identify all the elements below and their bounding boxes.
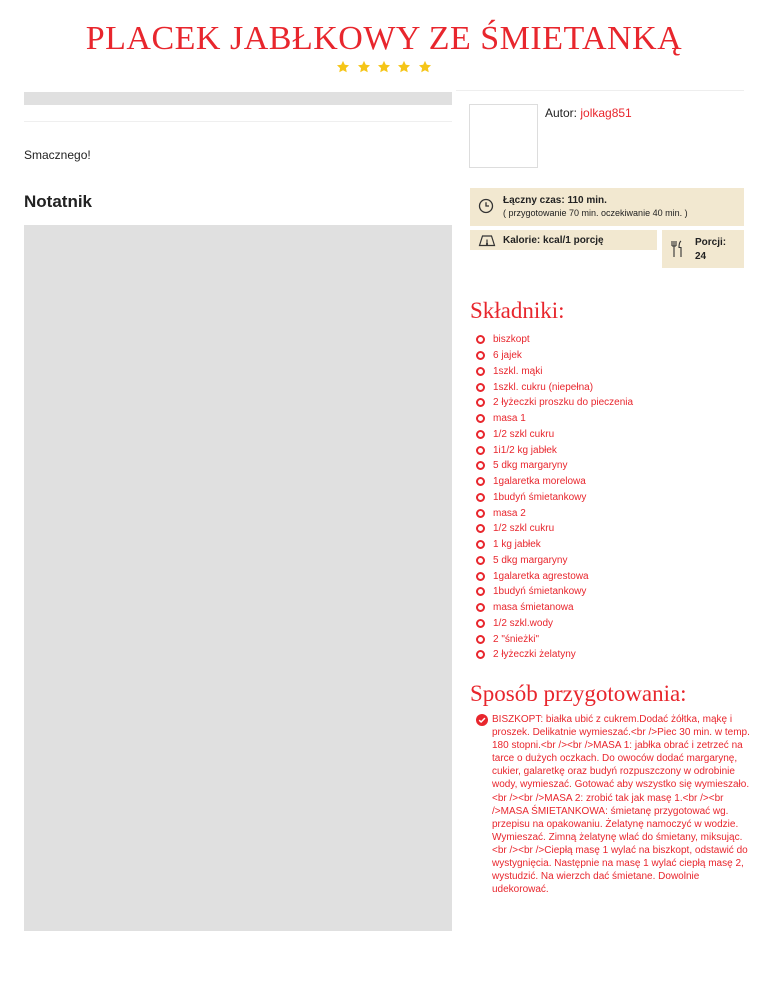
star-icon[interactable] <box>336 60 350 79</box>
bullet-icon <box>476 650 485 659</box>
ingredient-item <box>476 442 633 458</box>
ingredient-item <box>476 348 633 364</box>
bullet-icon <box>476 335 485 344</box>
divider <box>456 90 744 91</box>
recipe-title: PLACEK JABŁKOWY ZE ŚMIETANKĄ <box>85 20 683 57</box>
ingredient-item <box>476 568 633 584</box>
ingredient-text: 2 "śnieżki" <box>493 633 540 645</box>
ingredient-text: masa 1 <box>493 413 526 425</box>
rating-stars[interactable] <box>0 60 768 79</box>
bullet-icon <box>476 398 485 407</box>
portions-box <box>662 230 744 268</box>
bullet-icon <box>476 540 485 549</box>
ingredient-text: 1i1/2 kg jabłek <box>493 444 557 456</box>
ingredient-item <box>476 474 633 490</box>
ingredient-item <box>476 521 633 537</box>
ingredient-text: 1/2 szkl.wody <box>493 617 554 629</box>
bullet-icon <box>476 619 485 628</box>
ingredient-item <box>476 584 633 600</box>
ingredient-text: 1 kg jabłek <box>493 539 541 551</box>
ingredient-item <box>476 332 633 348</box>
bullet-icon <box>476 587 485 596</box>
bullet-icon <box>476 430 485 439</box>
bullet-icon <box>476 367 485 376</box>
image-placeholder-band <box>24 92 452 105</box>
ingredient-text: 1szkl. mąki <box>493 365 543 377</box>
bullet-icon <box>476 351 485 360</box>
author-link[interactable]: jolkag851 <box>580 106 632 120</box>
ingredient-text: 5 dkg margaryny <box>493 460 568 472</box>
ingredients-heading: Składniki: <box>470 298 565 323</box>
author-avatar[interactable] <box>469 104 538 168</box>
step-text: BISZKOPT: białka ubić z cukrem.Dodać żółtka, mąkę i proszek. Delikatnie wymieszać.<br />Piec 30 min. w temp. 180 stopni.<br /><br />MASA 1: jabłka obrać i zetrzeć na tarce o dużych oczkach. Do owoców dodać margarynę, cukier, galaretkę oraz budyń rozpuszczony w odrobinie wody, wymieszać. Gotować aby wszystko się wymieszało.<br /><br />MASA 2: zrobić tak jak masę 1.<br /><br />MASA ŚMIETANKOWA: śmietanę przygotować wg. przepisu na opakowaniu. Żelatynę namoczyć w wodzie. Wymieszać. Zimną żelatynę wlać do śmietany, miksując.<br /><br />Ciepłą masę 1 wylać na biszkopt, odstawić do wystygnięcia. Następnie na masę 1 wylać ciepłą masę 2, wystudzić. Na wierzch dać śmietane. Dowolnie udekorować. <box>492 714 750 896</box>
ingredient-text: masa śmietanowa <box>493 602 574 614</box>
ingredient-item <box>476 364 633 380</box>
author-line <box>545 106 632 120</box>
author-label: Autor: <box>545 106 578 120</box>
notes-heading: Notatnik <box>24 192 92 211</box>
ingredient-item <box>476 616 633 632</box>
ingredient-text: 1budyń śmietankowy <box>493 586 587 598</box>
preparation-heading: Sposób przygotowania: <box>470 681 687 706</box>
ingredient-text: 1galaretka morelowa <box>493 476 586 488</box>
ingredient-item <box>476 427 633 443</box>
bullet-icon <box>476 635 485 644</box>
ingredient-text: 5 dkg margaryny <box>493 554 568 566</box>
bullet-icon <box>476 414 485 423</box>
ingredient-item <box>476 411 633 427</box>
calories-box <box>470 230 657 250</box>
bullet-icon <box>476 477 485 486</box>
star-icon[interactable] <box>357 60 371 79</box>
clock-icon <box>478 198 494 219</box>
scale-icon <box>478 233 496 252</box>
check-icon <box>476 714 488 726</box>
ingredient-item <box>476 631 633 647</box>
divider <box>24 121 452 122</box>
total-time-box <box>470 188 744 226</box>
star-icon[interactable] <box>377 60 391 79</box>
ingredient-text: 2 łyżeczki proszku do pieczenia <box>493 397 634 409</box>
ingredient-item <box>476 395 633 411</box>
notes-panel[interactable] <box>24 225 452 931</box>
ingredient-text: 6 jajek <box>493 350 522 362</box>
ingredient-text: 1galaretka agrestowa <box>493 570 589 582</box>
bullet-icon <box>476 383 485 392</box>
ingredient-text: 1/2 szkl cukru <box>493 428 555 440</box>
bullet-icon <box>476 461 485 470</box>
bullet-icon <box>476 556 485 565</box>
ingredient-item <box>476 600 633 616</box>
ingredient-item <box>476 647 633 663</box>
ingredients-list <box>476 332 633 663</box>
ingredient-item <box>476 553 633 569</box>
star-icon[interactable] <box>418 60 432 79</box>
ingredient-text: biszkopt <box>493 334 530 346</box>
ingredient-text: 1budyń śmietankowy <box>493 491 587 503</box>
fork-knife-icon <box>670 240 684 263</box>
ingredient-item <box>476 379 633 395</box>
bullet-icon <box>476 524 485 533</box>
bullet-icon <box>476 603 485 612</box>
closing-message: Smacznego! <box>24 148 91 162</box>
ingredient-text: masa 2 <box>493 507 526 519</box>
ingredient-item <box>476 505 633 521</box>
total-time: Łączny czas: 110 min. <box>503 195 607 206</box>
ingredient-item <box>476 537 633 553</box>
ingredient-text: 1szkl. cukru (niepełna) <box>493 381 594 393</box>
star-icon[interactable] <box>397 60 411 79</box>
bullet-icon <box>476 493 485 502</box>
bullet-icon <box>476 446 485 455</box>
ingredient-text: 2 łyżeczki żelatyny <box>493 649 576 661</box>
bullet-icon <box>476 509 485 518</box>
portions-label: Porcji: <box>695 237 727 248</box>
ingredient-item <box>476 490 633 506</box>
calories-text: Kalorie: kcal/1 porcję <box>503 235 604 246</box>
bullet-icon <box>476 572 485 581</box>
ingredient-text: 1/2 szkl cukru <box>493 523 555 535</box>
portions-value: 24 <box>695 251 707 262</box>
time-detail: ( przygotowanie 70 min. oczekiwanie 40 min. ) <box>503 208 688 218</box>
preparation-step <box>476 713 756 896</box>
ingredient-item <box>476 458 633 474</box>
